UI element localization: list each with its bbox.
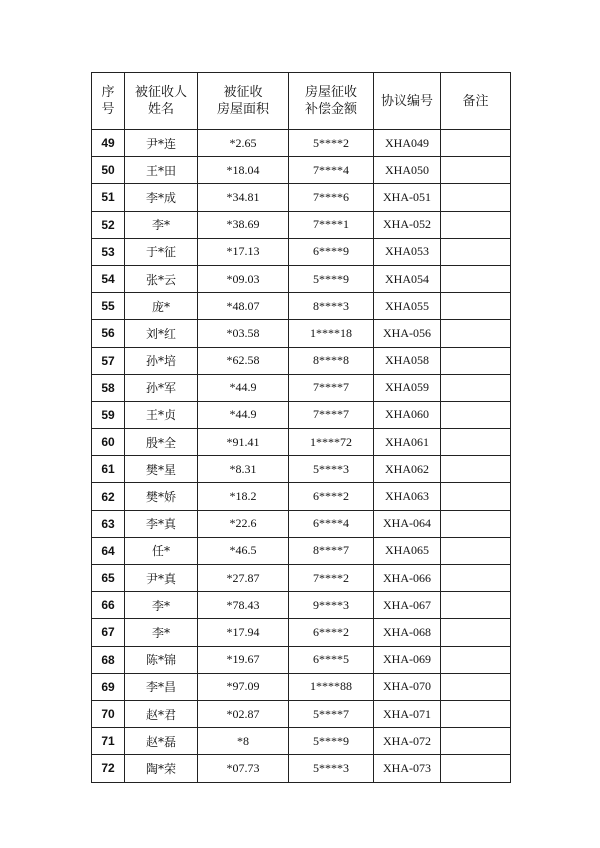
cell-agreement-code: XHA-071 bbox=[374, 700, 441, 727]
cell-name: 任* bbox=[125, 537, 198, 564]
cell-compensation: 7****6 bbox=[289, 184, 374, 211]
table-row bbox=[92, 456, 511, 483]
cell-agreement-code: XHA059 bbox=[374, 374, 441, 401]
cell-index: 69 bbox=[92, 673, 125, 700]
header-index-line-2: 号 bbox=[101, 102, 115, 117]
cell-agreement-code: XHA055 bbox=[374, 293, 441, 320]
cell-index: 59 bbox=[92, 401, 125, 428]
cell-compensation: 6****9 bbox=[289, 238, 374, 265]
cell-index: 51 bbox=[92, 184, 125, 211]
cell-name: 殷*全 bbox=[125, 429, 198, 456]
cell-remark bbox=[441, 211, 511, 238]
cell-compensation: 6****2 bbox=[289, 483, 374, 510]
table-row bbox=[92, 483, 511, 510]
cell-remark bbox=[441, 374, 511, 401]
header-area-line-1: 被征收 bbox=[223, 85, 263, 100]
cell-name: 尹*连 bbox=[125, 130, 198, 157]
table-row bbox=[92, 211, 511, 238]
cell-name: 李* bbox=[125, 619, 198, 646]
header-compensation-line-1: 房屋征收 bbox=[304, 85, 357, 100]
cell-name: 孙*培 bbox=[125, 347, 198, 374]
cell-agreement-code: XHA-067 bbox=[374, 592, 441, 619]
cell-index: 66 bbox=[92, 592, 125, 619]
cell-agreement-code: XHA063 bbox=[374, 483, 441, 510]
cell-remark bbox=[441, 238, 511, 265]
cell-name: 陈*锦 bbox=[125, 646, 198, 673]
cell-area: *44.9 bbox=[198, 401, 289, 428]
cell-agreement-code: XHA060 bbox=[374, 401, 441, 428]
cell-area: *44.9 bbox=[198, 374, 289, 401]
cell-area: *02.87 bbox=[198, 700, 289, 727]
cell-index: 63 bbox=[92, 510, 125, 537]
cell-compensation: 5****9 bbox=[289, 728, 374, 755]
cell-area: *8 bbox=[198, 728, 289, 755]
cell-area: *8.31 bbox=[198, 456, 289, 483]
cell-remark bbox=[441, 483, 511, 510]
table-row bbox=[92, 238, 511, 265]
table-row bbox=[92, 592, 511, 619]
cell-remark bbox=[441, 673, 511, 700]
cell-name: 李*昌 bbox=[125, 673, 198, 700]
table-row bbox=[92, 673, 511, 700]
header-name bbox=[125, 73, 198, 130]
cell-index: 54 bbox=[92, 265, 125, 292]
cell-name: 王*田 bbox=[125, 157, 198, 184]
cell-index: 56 bbox=[92, 320, 125, 347]
cell-agreement-code: XHA065 bbox=[374, 537, 441, 564]
cell-agreement-code: XHA-069 bbox=[374, 646, 441, 673]
cell-agreement-code: XHA-066 bbox=[374, 565, 441, 592]
cell-compensation: 9****3 bbox=[289, 592, 374, 619]
cell-remark bbox=[441, 510, 511, 537]
cell-area: *97.09 bbox=[198, 673, 289, 700]
cell-remark bbox=[441, 265, 511, 292]
cell-agreement-code: XHA-051 bbox=[374, 184, 441, 211]
cell-compensation: 8****7 bbox=[289, 537, 374, 564]
cell-remark bbox=[441, 401, 511, 428]
cell-name: 王*贞 bbox=[125, 401, 198, 428]
cell-compensation: 5****2 bbox=[289, 130, 374, 157]
cell-index: 72 bbox=[92, 755, 125, 782]
cell-compensation: 5****9 bbox=[289, 265, 374, 292]
table-row bbox=[92, 157, 511, 184]
cell-agreement-code: XHA-052 bbox=[374, 211, 441, 238]
cell-remark bbox=[441, 537, 511, 564]
table-row bbox=[92, 646, 511, 673]
cell-remark bbox=[441, 347, 511, 374]
cell-index: 62 bbox=[92, 483, 125, 510]
header-compensation bbox=[289, 73, 374, 130]
cell-index: 70 bbox=[92, 700, 125, 727]
cell-area: *17.13 bbox=[198, 238, 289, 265]
cell-remark bbox=[441, 619, 511, 646]
table-row bbox=[92, 565, 511, 592]
cell-agreement-code: XHA-056 bbox=[374, 320, 441, 347]
cell-agreement-code: XHA054 bbox=[374, 265, 441, 292]
table-row bbox=[92, 293, 511, 320]
table-row bbox=[92, 184, 511, 211]
cell-agreement-code: XHA058 bbox=[374, 347, 441, 374]
table-row bbox=[92, 320, 511, 347]
cell-compensation: 1****88 bbox=[289, 673, 374, 700]
cell-compensation: 6****5 bbox=[289, 646, 374, 673]
cell-index: 58 bbox=[92, 374, 125, 401]
table-row bbox=[92, 619, 511, 646]
cell-index: 68 bbox=[92, 646, 125, 673]
table-body bbox=[92, 130, 511, 783]
cell-remark bbox=[441, 130, 511, 157]
cell-name: 李*成 bbox=[125, 184, 198, 211]
header-row bbox=[92, 73, 511, 130]
cell-agreement-code: XHA-072 bbox=[374, 728, 441, 755]
cell-index: 52 bbox=[92, 211, 125, 238]
cell-remark bbox=[441, 728, 511, 755]
cell-agreement-code: XHA050 bbox=[374, 157, 441, 184]
cell-area: *07.73 bbox=[198, 755, 289, 782]
cell-name: 陶*荣 bbox=[125, 755, 198, 782]
cell-remark bbox=[441, 157, 511, 184]
cell-name: 樊*娇 bbox=[125, 483, 198, 510]
cell-name: 于*征 bbox=[125, 238, 198, 265]
cell-name: 李*真 bbox=[125, 510, 198, 537]
cell-name: 张*云 bbox=[125, 265, 198, 292]
cell-area: *09.03 bbox=[198, 265, 289, 292]
cell-name: 尹*真 bbox=[125, 565, 198, 592]
cell-area: *27.87 bbox=[198, 565, 289, 592]
cell-remark bbox=[441, 293, 511, 320]
cell-area: *34.81 bbox=[198, 184, 289, 211]
cell-agreement-code: XHA-068 bbox=[374, 619, 441, 646]
cell-agreement-code: XHA049 bbox=[374, 130, 441, 157]
cell-area: *17.94 bbox=[198, 619, 289, 646]
table-row bbox=[92, 347, 511, 374]
cell-area: *18.2 bbox=[198, 483, 289, 510]
cell-remark bbox=[441, 184, 511, 211]
cell-area: *18.04 bbox=[198, 157, 289, 184]
cell-name: 赵*磊 bbox=[125, 728, 198, 755]
cell-compensation: 7****7 bbox=[289, 374, 374, 401]
header-index-line-1: 序 bbox=[101, 85, 115, 100]
header-name-line-1: 被征收人 bbox=[134, 85, 187, 100]
cell-compensation: 5****7 bbox=[289, 700, 374, 727]
cell-remark bbox=[441, 565, 511, 592]
cell-name: 樊*星 bbox=[125, 456, 198, 483]
cell-name: 刘*红 bbox=[125, 320, 198, 347]
cell-area: *62.58 bbox=[198, 347, 289, 374]
cell-area: *78.43 bbox=[198, 592, 289, 619]
cell-agreement-code: XHA061 bbox=[374, 429, 441, 456]
table-row bbox=[92, 728, 511, 755]
cell-index: 64 bbox=[92, 537, 125, 564]
cell-compensation: 1****72 bbox=[289, 429, 374, 456]
cell-area: *03.58 bbox=[198, 320, 289, 347]
table-row bbox=[92, 401, 511, 428]
header-area-line-2: 房屋面积 bbox=[216, 102, 269, 117]
cell-area: *38.69 bbox=[198, 211, 289, 238]
cell-compensation: 6****2 bbox=[289, 619, 374, 646]
cell-index: 60 bbox=[92, 429, 125, 456]
cell-compensation: 6****4 bbox=[289, 510, 374, 537]
cell-remark bbox=[441, 755, 511, 782]
header-compensation-line-2: 补偿金额 bbox=[304, 102, 357, 117]
cell-area: *19.67 bbox=[198, 646, 289, 673]
compensation-table bbox=[91, 72, 511, 783]
cell-agreement-code: XHA053 bbox=[374, 238, 441, 265]
cell-compensation: 5****3 bbox=[289, 456, 374, 483]
cell-remark bbox=[441, 700, 511, 727]
cell-remark bbox=[441, 456, 511, 483]
header-name-line-2: 姓名 bbox=[147, 102, 174, 117]
table-row bbox=[92, 537, 511, 564]
cell-name: 赵*君 bbox=[125, 700, 198, 727]
cell-name: 孙*军 bbox=[125, 374, 198, 401]
cell-index: 55 bbox=[92, 293, 125, 320]
cell-agreement-code: XHA-064 bbox=[374, 510, 441, 537]
cell-remark bbox=[441, 429, 511, 456]
cell-index: 49 bbox=[92, 130, 125, 157]
cell-agreement-code: XHA062 bbox=[374, 456, 441, 483]
cell-area: *46.5 bbox=[198, 537, 289, 564]
cell-compensation: 8****8 bbox=[289, 347, 374, 374]
cell-index: 53 bbox=[92, 238, 125, 265]
cell-compensation: 7****4 bbox=[289, 157, 374, 184]
cell-index: 67 bbox=[92, 619, 125, 646]
cell-agreement-code: XHA-070 bbox=[374, 673, 441, 700]
header-index bbox=[92, 73, 125, 130]
cell-compensation: 5****3 bbox=[289, 755, 374, 782]
cell-name: 庞* bbox=[125, 293, 198, 320]
cell-remark bbox=[441, 646, 511, 673]
table-row bbox=[92, 700, 511, 727]
table-row bbox=[92, 130, 511, 157]
table-row bbox=[92, 510, 511, 537]
cell-compensation: 1****18 bbox=[289, 320, 374, 347]
cell-name: 李* bbox=[125, 592, 198, 619]
cell-area: *22.6 bbox=[198, 510, 289, 537]
cell-area: *91.41 bbox=[198, 429, 289, 456]
cell-name: 李* bbox=[125, 211, 198, 238]
cell-compensation: 7****2 bbox=[289, 565, 374, 592]
cell-agreement-code: XHA-073 bbox=[374, 755, 441, 782]
cell-index: 57 bbox=[92, 347, 125, 374]
table-row bbox=[92, 374, 511, 401]
header-remarks: 备注 bbox=[441, 73, 511, 130]
cell-index: 71 bbox=[92, 728, 125, 755]
cell-compensation: 7****1 bbox=[289, 211, 374, 238]
cell-index: 61 bbox=[92, 456, 125, 483]
header-area bbox=[198, 73, 289, 130]
table-row bbox=[92, 429, 511, 456]
cell-index: 50 bbox=[92, 157, 125, 184]
cell-remark bbox=[441, 592, 511, 619]
table-row bbox=[92, 755, 511, 782]
cell-index: 65 bbox=[92, 565, 125, 592]
cell-remark bbox=[441, 320, 511, 347]
table-row bbox=[92, 265, 511, 292]
cell-area: *48.07 bbox=[198, 293, 289, 320]
cell-compensation: 7****7 bbox=[289, 401, 374, 428]
header-agreement: 协议编号 bbox=[374, 73, 441, 130]
cell-area: *2.65 bbox=[198, 130, 289, 157]
cell-compensation: 8****3 bbox=[289, 293, 374, 320]
